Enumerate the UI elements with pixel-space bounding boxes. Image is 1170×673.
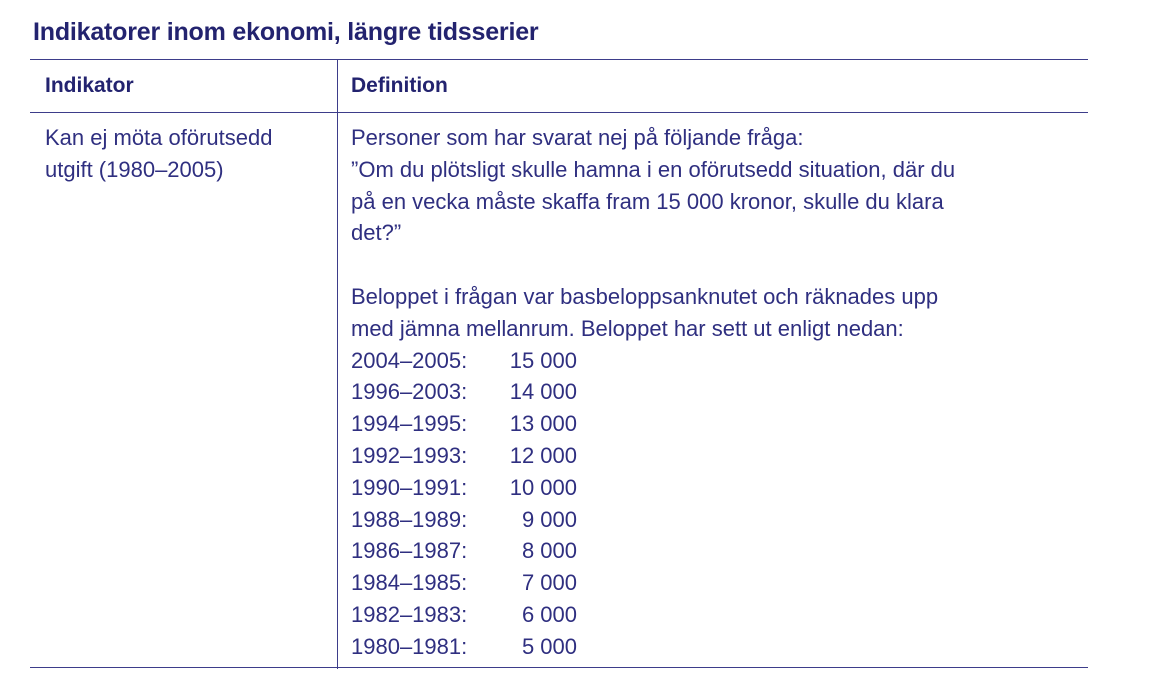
amount-years: 1994–1995: — [351, 411, 468, 437]
header-bottom-rule — [30, 112, 1088, 113]
indicator-line: utgift (1980–2005) — [45, 156, 224, 182]
amount-years: 1988–1989: — [351, 506, 468, 532]
amount-row — [351, 599, 955, 631]
definition-cell — [351, 122, 955, 663]
amount-years: 1996–2003: — [351, 379, 468, 405]
indicator-table — [30, 59, 1088, 669]
definition-question-line: på en vecka måste skaffa fram 15 000 kronor, skulle du klara — [351, 188, 944, 214]
amount-row — [351, 345, 955, 377]
definition-note-line: Beloppet i frågan var basbeloppsanknutet och räknades upp — [351, 283, 939, 309]
table-top-rule — [30, 59, 1088, 60]
column-divider — [337, 59, 338, 669]
paragraph-gap — [351, 249, 955, 281]
amount-years: 1980–1981: — [351, 633, 468, 659]
amount-value: 8 000 — [521, 538, 577, 564]
amount-row — [351, 504, 955, 536]
amount-row — [351, 376, 955, 408]
amount-value: 7 000 — [521, 570, 577, 596]
amount-years: 1984–1985: — [351, 570, 468, 596]
amount-row — [351, 631, 955, 663]
amount-value: 12 000 — [509, 442, 577, 468]
amount-list — [351, 345, 955, 663]
amount-row — [351, 535, 955, 567]
amount-value: 13 000 — [509, 411, 577, 437]
header-indicator: Indikator — [45, 74, 134, 97]
amount-value: 9 000 — [521, 506, 577, 532]
amount-years: 1986–1987: — [351, 538, 468, 564]
indicator-cell — [45, 122, 272, 186]
amount-row — [351, 440, 955, 472]
header-definition: Definition — [351, 74, 448, 97]
amount-row — [351, 567, 955, 599]
indicator-line: Kan ej möta oförutsedd — [45, 125, 273, 150]
amount-years: 2004–2005: — [351, 347, 468, 373]
amount-years: 1990–1991: — [351, 474, 468, 500]
amount-row — [351, 472, 955, 504]
definition-question-line: ”Om du plötsligt skulle hamna i en oförutsedd situation, där du — [351, 156, 956, 182]
amount-value: 10 000 — [509, 474, 577, 500]
definition-question-line: det?” — [351, 220, 402, 246]
amount-value: 5 000 — [521, 633, 577, 659]
definition-note-line: med jämna mellanrum. Beloppet har sett ut enligt nedan: — [351, 315, 904, 341]
amount-value: 15 000 — [509, 347, 577, 373]
amount-value: 14 000 — [509, 379, 577, 405]
amount-value: 6 000 — [521, 601, 577, 627]
amount-row — [351, 408, 955, 440]
page-title: Indikatorer inom ekonomi, längre tidsserier — [33, 18, 539, 46]
amount-years: 1982–1983: — [351, 601, 468, 627]
table-bottom-rule — [30, 667, 1088, 668]
definition-question-line: Personer som har svarat nej på följande fråga: — [351, 125, 804, 150]
amount-years: 1992–1993: — [351, 442, 468, 468]
